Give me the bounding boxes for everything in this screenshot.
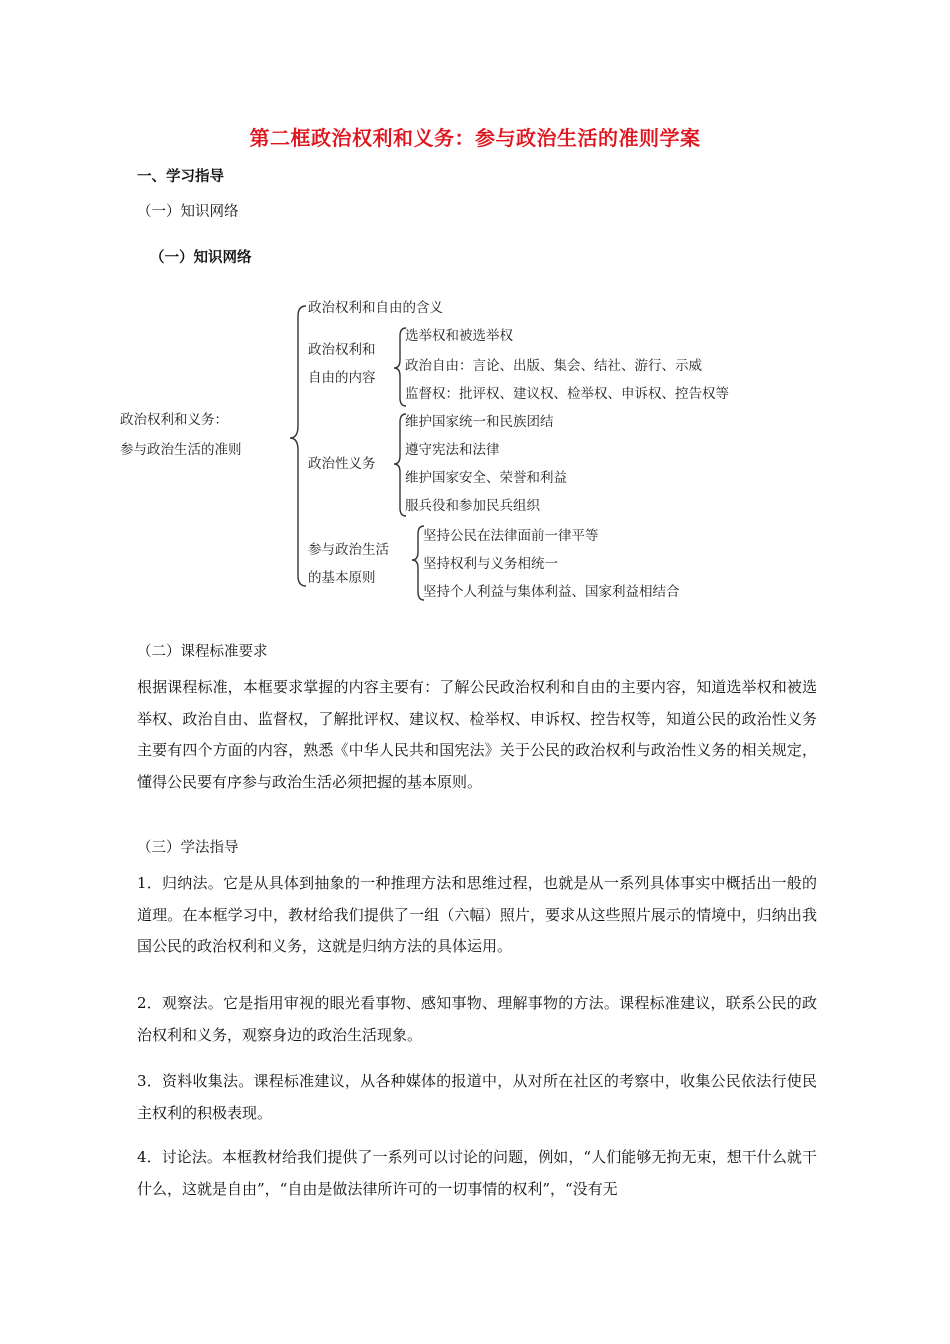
subheading-knowledge-network-bold: （一）知识网络: [150, 250, 252, 266]
branch-principles-line2: 的基本原则: [308, 570, 376, 586]
method-item-data-collection: 3．资料收集法。课程标准建议，从各种媒体的报道中，从对所在社区的考察中，收集公民依法行使民主权利的积极表现。: [137, 1072, 817, 1122]
branch-content-line2: 自由的内容: [308, 370, 376, 386]
paragraph-curriculum-standards: 根据课程标准，本框要求掌握的内容主要有：了解公民政治权利和自由的主要内容，知道选举权和被选举权、政治自由、监督权，了解批评权、建议权、检举权、申诉权、控告权等，知道公民的政治性义务主要有四个方面的内容，熟悉《中华人民共和国宪法》关于公民的政治权利与政治性义务的相关规定，懂得公民要有序参与政治生活必须把握的基本原则。: [137, 678, 817, 791]
content-item-1: 选举权和被选举权: [405, 328, 513, 344]
knowledge-network-diagram: [120, 290, 820, 610]
method-item-induction: 1．归纳法。它是从具体到抽象的一种推理方法和思维过程，也就是从一系列具体事实中概括出一般的道理。在本框学习中，教材给我们提供了一组（六幅）照片，要求从这些照片展示的情境中，归纳出我国公民的政治权利和义务，这就是归纳方法的具体运用。: [137, 874, 817, 955]
page-title: 第二框政治权利和义务：参与政治生活的准则学案: [249, 126, 701, 150]
principle-item-1: 坚持公民在法律面前一律平等: [423, 528, 599, 544]
obligation-item-4: 服兵役和参加民兵组织: [405, 498, 540, 514]
subheading-study-methods: （三）学法指导: [137, 840, 239, 856]
obligation-item-3: 维护国家安全、荣誉和利益: [405, 470, 567, 486]
method-item-discussion: 4．讨论法。本框教材给我们提供了一系列可以讨论的问题，例如，“人们能够无拘无束，想干什么就干什么，这就是自由”，“自由是做法律所许可的一切事情的权利”，“没有无: [137, 1148, 817, 1198]
obligation-item-1: 维护国家统一和民族团结: [405, 414, 554, 430]
branch-principles-line1: 参与政治生活: [308, 542, 389, 558]
principle-item-3: 坚持个人利益与集体利益、国家利益相结合: [423, 584, 680, 600]
main-brace: [290, 306, 306, 586]
section-heading-study-guide: 一、学习指导: [137, 169, 224, 185]
branch-obligations: 政治性义务: [308, 456, 376, 472]
principle-item-2: 坚持权利与义务相统一: [423, 556, 558, 572]
subheading-curriculum-standards: （二）课程标准要求: [137, 644, 268, 660]
obligation-item-2: 遵守宪法和法律: [405, 442, 500, 458]
branch-content-line1: 政治权利和: [308, 342, 376, 358]
subheading-knowledge-network: （一）知识网络: [137, 204, 239, 220]
method-item-observation: 2．观察法。它是指用审视的眼光看事物、感知事物、理解事物的方法。课程标准建议，联系公民的政治权利和义务，观察身边的政治生活现象。: [137, 994, 817, 1044]
content-item-3: 监督权：批评权、建议权、检举权、申诉权、控告权等: [405, 386, 729, 402]
root-label-line2: 参与政治生活的准则: [120, 442, 242, 458]
branch-meaning: 政治权利和自由的含义: [308, 300, 443, 316]
root-label-line1: 政治权利和义务：: [120, 412, 228, 428]
content-item-2: 政治自由：言论、出版、集会、结社、游行、示威: [405, 358, 702, 374]
